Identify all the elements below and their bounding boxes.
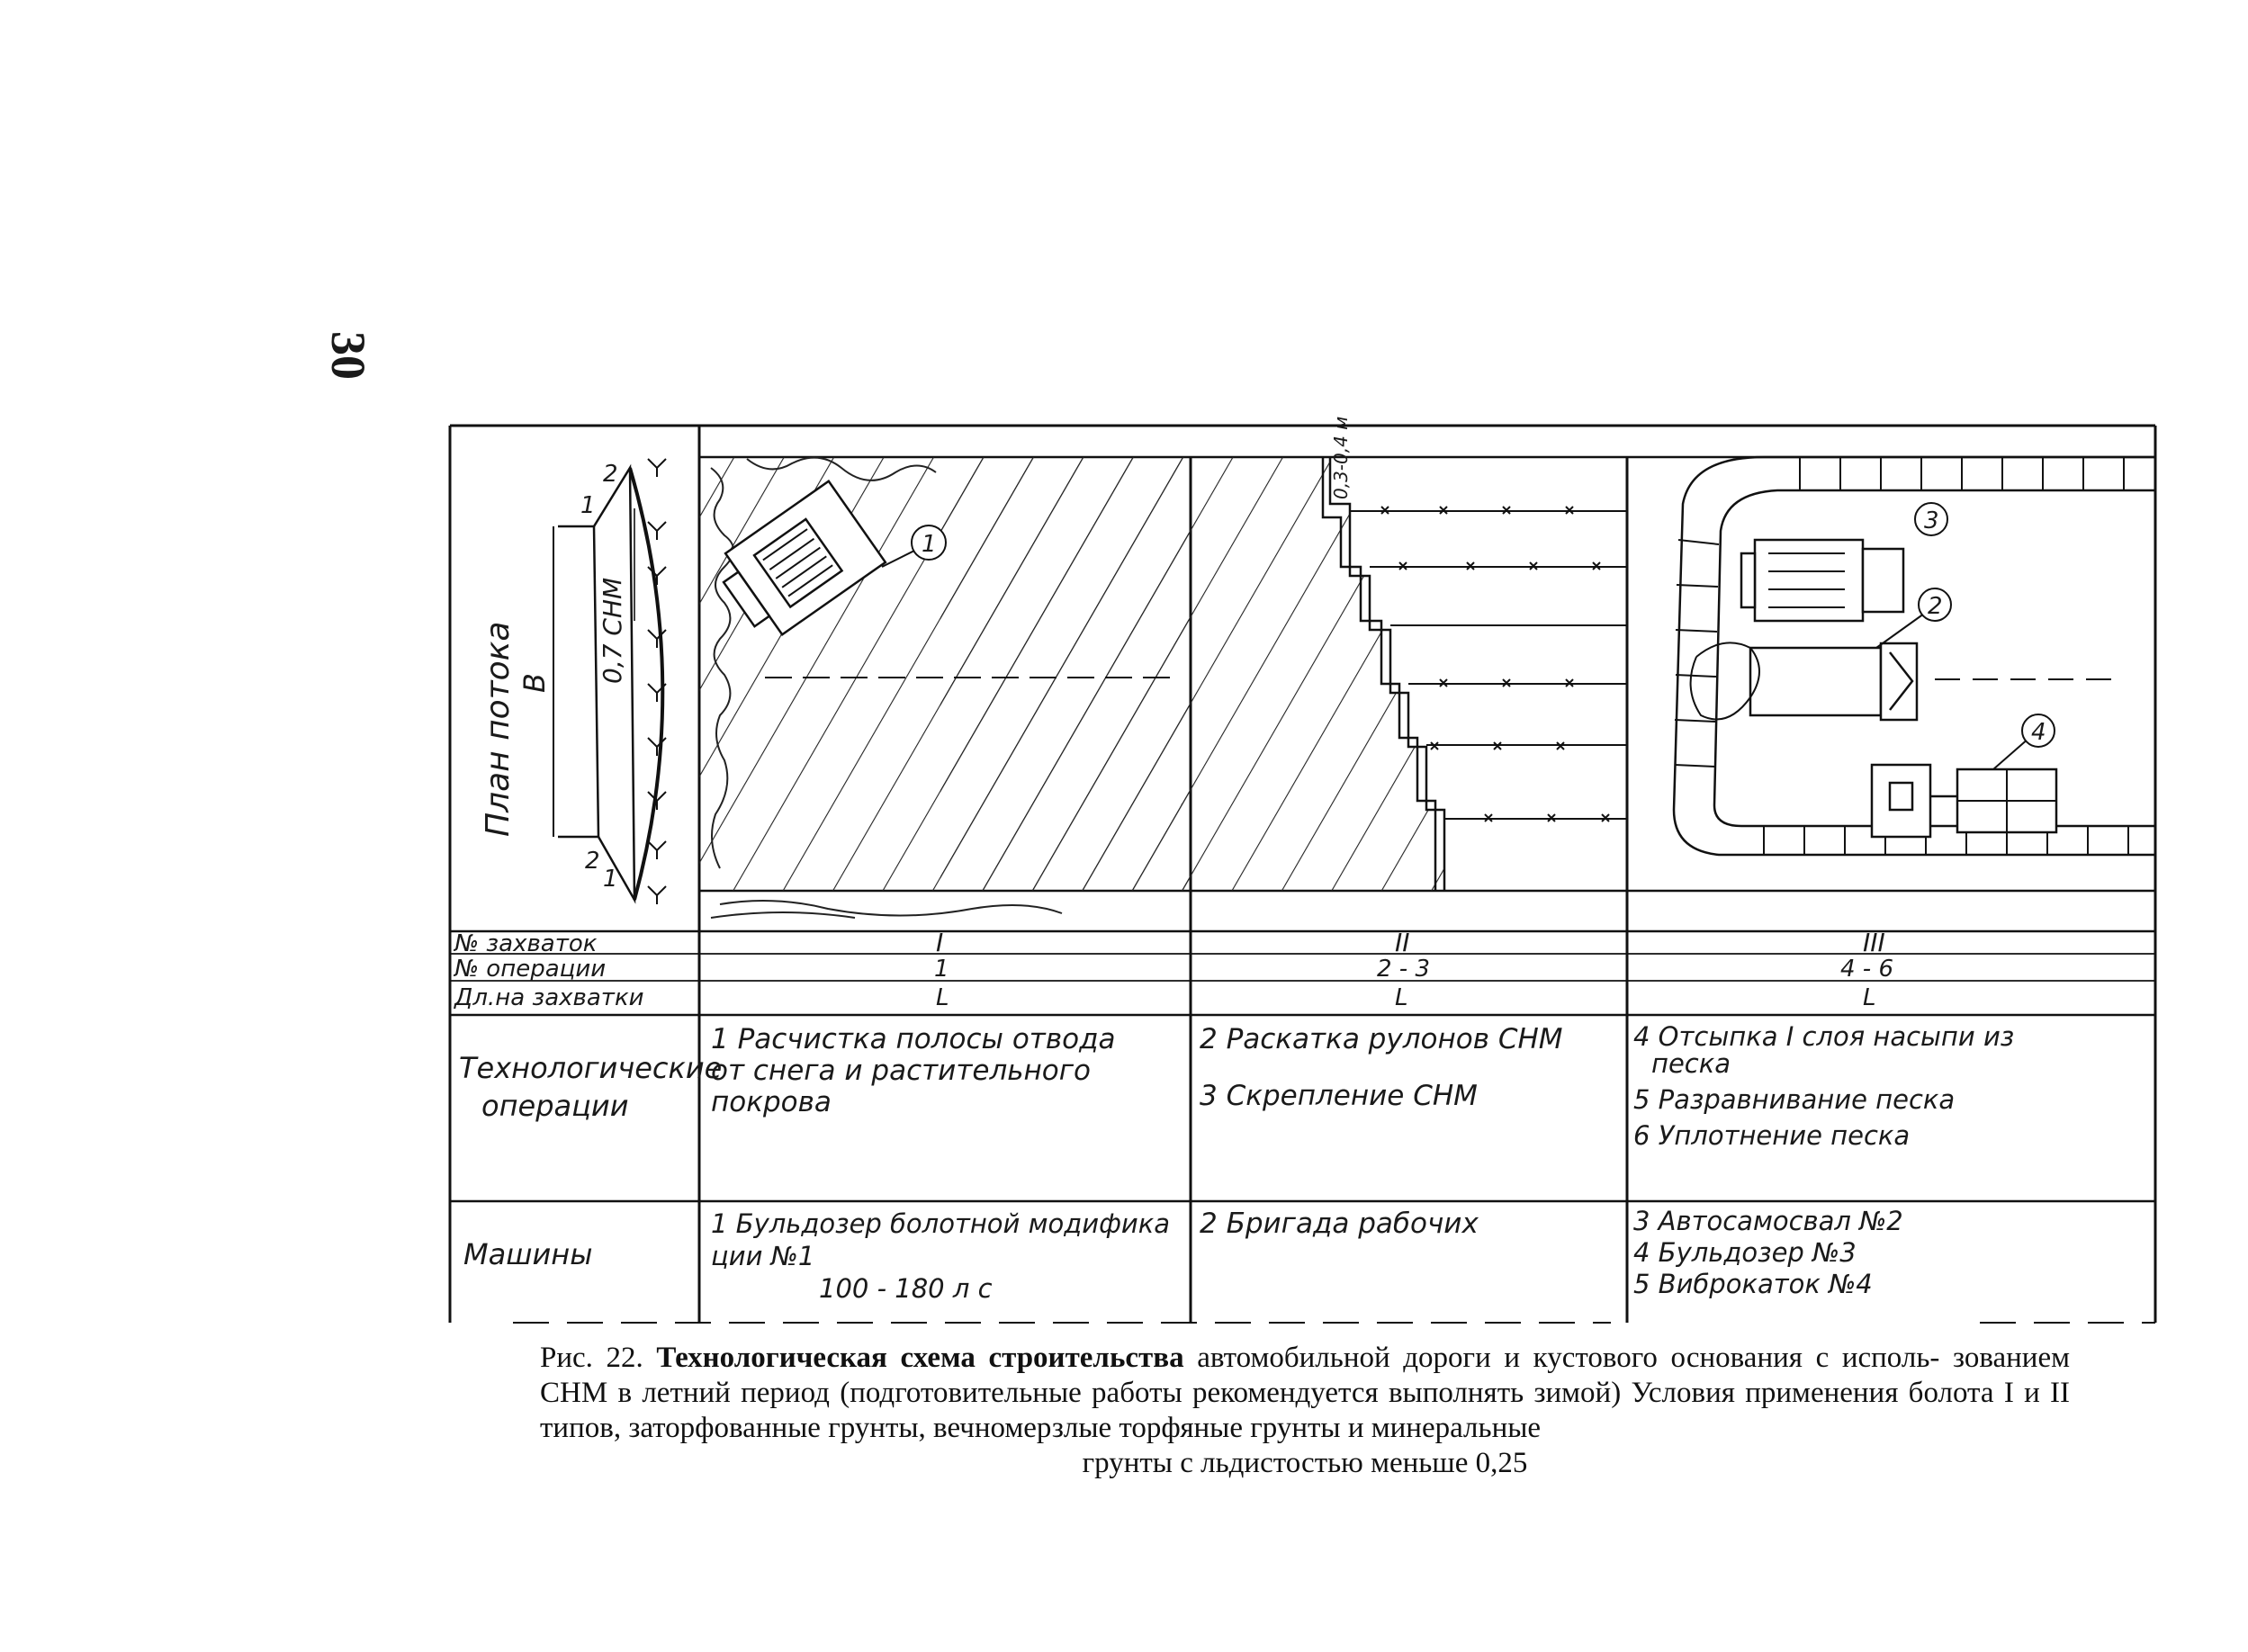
capture-2: II [1395,928,1410,957]
bulldozer-3-icon [1741,540,1903,621]
length-1: L [936,984,949,1011]
operation-no-2: 2 - 3 [1377,956,1430,983]
tech-op-3-line1: 4 Отсыпка I слоя насыпи из [1633,1021,2015,1052]
page-number: 30 [321,331,375,380]
caption-line4: грунты с льдистостью меньше 0,25 [1082,1447,1528,1479]
machine-3-line1: 3 Автосамосвал №2 [1633,1206,1903,1236]
callout-3-number: 3 [1924,507,1939,534]
row-header-length: Дл.на захватки [454,984,644,1011]
dump-truck-icon [1750,643,1917,720]
caption-line1: автомобильной дороги и кустового основания с исполь- [1197,1342,1940,1374]
machine-3-line2: 4 Бульдозер №3 [1633,1237,1857,1268]
plan-label: План потока [480,621,517,837]
machine-3-line3: 5 Виброкаток №4 [1633,1269,1873,1299]
callout-2-number: 2 [1928,593,1943,620]
callout-1-number: 1 [922,531,937,558]
caption-line3: применения болота I и II типов, заторфованные грунты, вечномерзлые торфяные грунты и минеральные [540,1377,2071,1444]
tech-op-1-line1: 1 Расчистка полосы отвода [711,1023,1116,1055]
row-header-operations: № операции [454,956,607,983]
tech-ops-label-line1: Технологические [459,1051,723,1085]
machine-1-line2: ции №1 [711,1241,815,1271]
roller-icon [1872,765,2056,837]
tech-op-2-line2: 3 Скрепление СНМ [1200,1080,1478,1112]
machine-1-line3: 100 - 180 л с [819,1273,993,1304]
capture-3: III [1863,928,1885,957]
tech-op-3-line2: песка [1651,1048,1731,1079]
edge-label-2: 2 [603,461,618,488]
machine-2-line1: 2 Бригада рабочих [1200,1208,1479,1240]
length-3: L [1863,984,1876,1011]
caption-bold: Технологическая схема строительства [656,1342,1184,1374]
vertical-dimension: 0,3-0,4 м [1330,416,1352,499]
zone-2-hatch [1191,457,1452,891]
snm-label: 0,7 СНМ [598,577,627,684]
capture-1: I [936,928,944,957]
tech-ops-label-line2: операции [481,1089,629,1123]
tech-op-1-line2: от снега и растительного [711,1055,1092,1087]
operation-no-3: 4 - 6 [1840,956,1893,983]
width-letter: B [517,673,552,693]
length-2: L [1395,984,1408,1011]
edge-label-2b: 2 [585,848,600,875]
machines-label: Машины [463,1237,593,1271]
tech-op-1-line3: покрова [711,1086,832,1118]
machine-1-line1: 1 Бульдозер болотной модифика [711,1208,1171,1239]
edge-label-1b: 1 [603,866,618,893]
figure-caption [540,1341,2070,1481]
operation-no-1: 1 [934,956,949,983]
row-header-captures: № захваток [454,930,598,957]
edge-label-1: 1 [580,492,596,519]
sand-pile [1691,642,1759,719]
caption-prefix: Рис. 22. [540,1342,643,1374]
callout-4-number: 4 [2031,719,2046,746]
caption-line2: зованием СНМ в летний период (подготовительные работы рекомендуется выполнять зимой) Условия [540,1342,2070,1409]
tech-op-3-line3: 5 Разравнивание песка [1633,1084,1956,1115]
tech-op-2-line1: 2 Раскатка рулонов СНМ [1200,1023,1563,1055]
tech-op-3-line4: 6 Уплотнение песка [1633,1120,1911,1151]
